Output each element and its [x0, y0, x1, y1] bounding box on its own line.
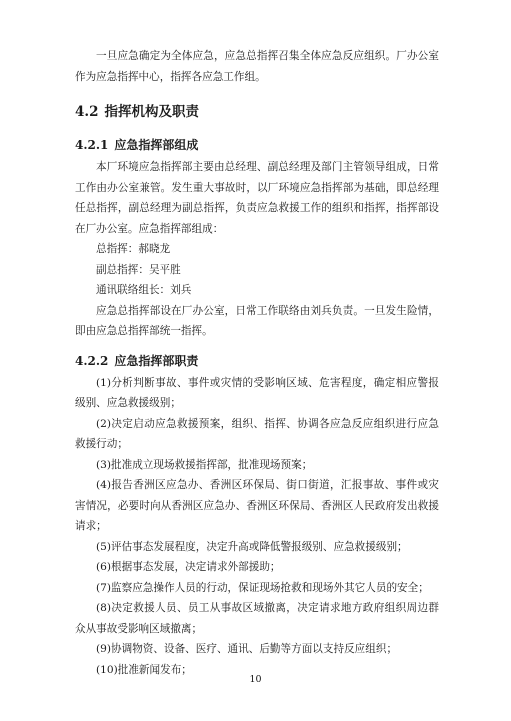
duties-list [75, 373, 439, 681]
closing-paragraph: 应急总指挥部设在厂办公室，日常工作联络由刘兵负责。一旦发生险情，即由应急总指挥部统一指挥。 [75, 304, 439, 337]
duty-item: (9)协调物资、设备、医疗、通讯、后勤等方面以支持反应组织； [96, 643, 398, 655]
member-line: 总指挥：郝晓龙 [96, 243, 171, 255]
section-title: 应急指挥部组成 [114, 138, 199, 152]
member-line: 通讯联络组长：刘兵 [96, 284, 192, 296]
section-title: 指挥机构及职责 [104, 104, 199, 120]
duty-item: (8)决定救援人员、员工从事故区域撤离，决定请求地方政府组织周边群众从事故受影响区域撤离； [75, 602, 439, 635]
section-heading-4-2-1 [75, 135, 439, 155]
section-heading-4-2-2 [75, 351, 439, 371]
section-number: 4.2.2 [75, 353, 109, 368]
member-line: 副总指挥：吴平胜 [96, 263, 181, 276]
duty-item: (7)监察应急操作人员的行动，保证现场抢救和现场外其它人员的安全； [96, 581, 429, 594]
duty-item: (3)批准成立现场救援指挥部，批准现场预案； [96, 458, 313, 471]
duty-item: (5)评估事态发展程度，决定升高或降低警报级别、应急救援级别； [96, 540, 408, 553]
section-heading-4-2 [75, 101, 439, 123]
duty-item: (6)根据事态发展，决定请求外部援助； [96, 561, 281, 573]
section-number: 4.2.1 [75, 138, 109, 152]
page-number: 10 [249, 674, 262, 685]
duty-item: (1)分析判断事故、事件或灾情的受影响区域、危害程度，确定相应警报级别、应急救援级别； [75, 376, 439, 409]
duty-item: (4)报告香洲区应急办、香洲区环保局、街口街道，汇报事故、事件或灾害情况，必要时向从香洲区应急办、香洲区环保局、香洲区人民政府发出救援请求； [75, 479, 439, 532]
page-content [75, 46, 439, 680]
duty-item: (10)批准新闻发布； [96, 663, 192, 676]
intro-paragraph: 一旦应急确定为全体应急，应急总指挥召集全体应急反应组织。厂办公室作为应急指挥中心，指挥各应急工作组。 [75, 50, 439, 83]
section-number: 4.2 [75, 104, 99, 120]
duty-item: (2)决定启动应急救援预案，组织、指挥、协调各应急反应组织进行应急救援行动； [75, 417, 439, 450]
composition-paragraph: 本厂环境应急指挥部主要由总经理、副总经理及部门主管领导组成，日常工作由办公室兼管。发生重大事故时，以厂环境应急指挥部为基础，即总经理任总指挥，副总经理为副总指挥，负责应急救援工作的组织和指挥，指挥部设在厂办公室。应急指挥部组成： [75, 161, 439, 235]
section-title: 应急指挥部职责 [114, 353, 199, 368]
